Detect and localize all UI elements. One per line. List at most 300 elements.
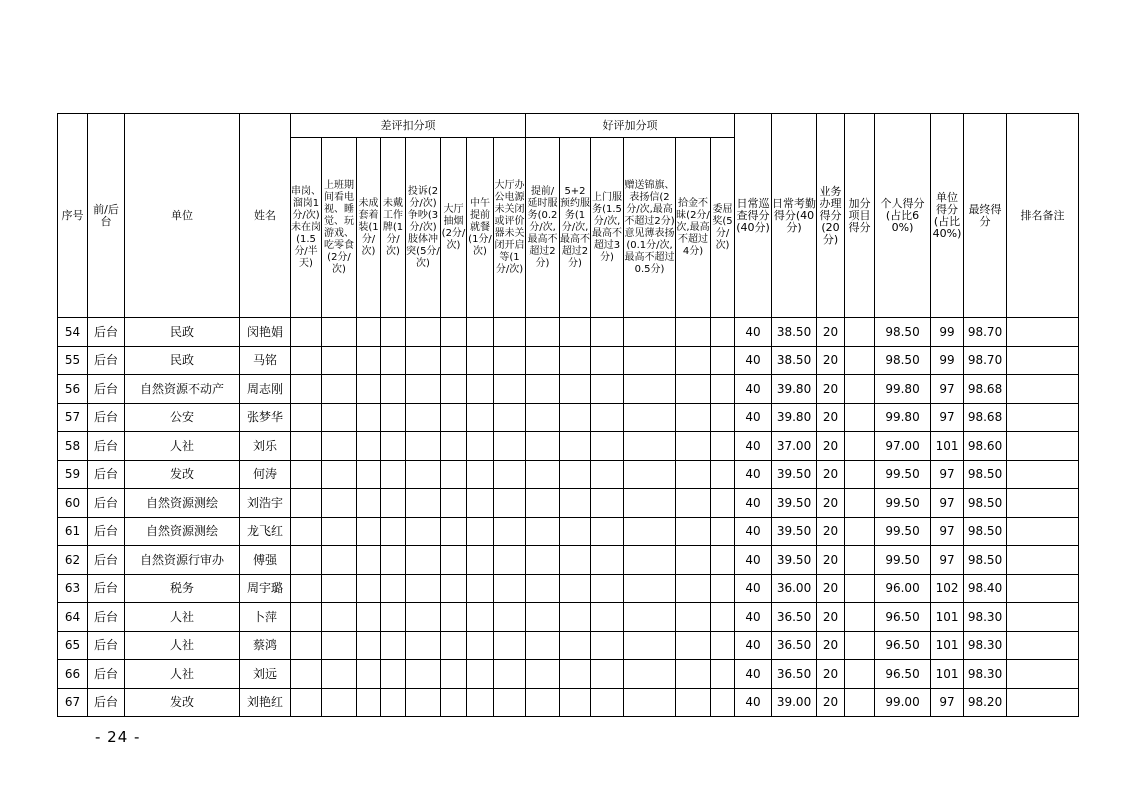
empty-cell <box>467 375 494 404</box>
empty-cell <box>676 688 711 717</box>
cell-post: 后台 <box>88 603 125 632</box>
cell-unit: 发改 <box>125 688 240 717</box>
cell-personal: 99.00 <box>875 688 931 717</box>
empty-cell <box>526 574 560 603</box>
table-row <box>58 318 1079 347</box>
empty-cell <box>441 546 467 575</box>
empty-cell <box>322 318 357 347</box>
empty-cell <box>560 432 591 461</box>
empty-cell <box>845 375 875 404</box>
empty-cell <box>467 688 494 717</box>
empty-cell <box>591 660 624 689</box>
cell-attend: 39.00 <box>772 688 817 717</box>
col-post-header: 前/后台 <box>88 114 125 318</box>
cell-final: 98.50 <box>964 489 1007 518</box>
cell-attend: 36.50 <box>772 631 817 660</box>
empty-cell <box>291 603 322 632</box>
empty-cell <box>406 688 441 717</box>
cell-unit-score: 102 <box>931 574 964 603</box>
cell-name: 刘浩宇 <box>240 489 291 518</box>
empty-cell <box>711 460 735 489</box>
empty-cell <box>441 489 467 518</box>
empty-cell <box>845 631 875 660</box>
cell-index: 66 <box>58 660 88 689</box>
empty-cell <box>711 631 735 660</box>
empty-cell <box>845 546 875 575</box>
empty-cell <box>441 375 467 404</box>
empty-cell <box>624 517 676 546</box>
cell-business: 20 <box>817 660 845 689</box>
empty-cell <box>291 432 322 461</box>
empty-cell <box>676 574 711 603</box>
empty-cell <box>441 432 467 461</box>
cell-inspect: 40 <box>735 403 772 432</box>
col-index-header: 序号 <box>58 114 88 318</box>
empty-cell <box>676 517 711 546</box>
empty-cell <box>560 546 591 575</box>
cell-attend: 39.50 <box>772 460 817 489</box>
empty-cell <box>441 460 467 489</box>
cell-name: 蔡鸿 <box>240 631 291 660</box>
empty-cell <box>381 460 406 489</box>
empty-cell <box>624 403 676 432</box>
empty-cell <box>291 631 322 660</box>
pos-item-header: 提前/延时服务(0.2分/次,最高不超过2分) <box>526 138 560 318</box>
cell-name: 刘艳红 <box>240 688 291 717</box>
cell-final: 98.60 <box>964 432 1007 461</box>
cell-attend: 38.50 <box>772 346 817 375</box>
cell-unit-score: 97 <box>931 546 964 575</box>
col-business-header: 业务办理得分(20分) <box>817 114 845 318</box>
cell-business: 20 <box>817 603 845 632</box>
cell-inspect: 40 <box>735 489 772 518</box>
table-row <box>58 603 1079 632</box>
empty-cell <box>441 660 467 689</box>
col-inspect-header: 日常巡查得分(40分) <box>735 114 772 318</box>
empty-cell <box>624 375 676 404</box>
cell-business: 20 <box>817 432 845 461</box>
empty-cell <box>494 432 526 461</box>
cell-personal: 97.00 <box>875 432 931 461</box>
empty-cell <box>845 318 875 347</box>
empty-cell <box>467 631 494 660</box>
empty-cell <box>357 432 381 461</box>
score-table <box>57 113 1079 717</box>
cell-index: 60 <box>58 489 88 518</box>
cell-attend: 37.00 <box>772 432 817 461</box>
cell-final: 98.30 <box>964 660 1007 689</box>
empty-cell <box>494 688 526 717</box>
cell-inspect: 40 <box>735 574 772 603</box>
cell-unit: 自然资源行审办 <box>125 546 240 575</box>
empty-cell <box>357 660 381 689</box>
empty-cell <box>494 603 526 632</box>
empty-cell <box>357 489 381 518</box>
empty-cell <box>381 346 406 375</box>
empty-cell <box>676 432 711 461</box>
empty-cell <box>1007 688 1079 717</box>
empty-cell <box>467 546 494 575</box>
cell-personal: 96.50 <box>875 631 931 660</box>
empty-cell <box>357 460 381 489</box>
col-personal-header: 个人得分(占比60%) <box>875 114 931 318</box>
empty-cell <box>845 346 875 375</box>
empty-cell <box>381 688 406 717</box>
empty-cell <box>441 346 467 375</box>
empty-cell <box>845 489 875 518</box>
pos-item-header: 上门服务(1.5分/次,最高不超过3分) <box>591 138 624 318</box>
empty-cell <box>624 346 676 375</box>
cell-business: 20 <box>817 403 845 432</box>
empty-cell <box>560 318 591 347</box>
cell-index: 55 <box>58 346 88 375</box>
empty-cell <box>526 489 560 518</box>
cell-unit: 民政 <box>125 346 240 375</box>
empty-cell <box>624 460 676 489</box>
empty-cell <box>591 403 624 432</box>
empty-cell <box>676 660 711 689</box>
empty-cell <box>560 660 591 689</box>
pos-item-header: 拾金不昧(2分/次,最高不超过4分) <box>676 138 711 318</box>
empty-cell <box>591 375 624 404</box>
empty-cell <box>711 318 735 347</box>
empty-cell <box>406 574 441 603</box>
empty-cell <box>406 631 441 660</box>
empty-cell <box>322 631 357 660</box>
empty-cell <box>406 660 441 689</box>
empty-cell <box>291 688 322 717</box>
empty-cell <box>494 375 526 404</box>
cell-unit-score: 97 <box>931 517 964 546</box>
cell-attend: 38.50 <box>772 318 817 347</box>
pos-item-header: 5+2预约服务(1分/次,最高不超过2分) <box>560 138 591 318</box>
table-row <box>58 375 1079 404</box>
empty-cell <box>526 403 560 432</box>
empty-cell <box>711 403 735 432</box>
cell-name: 傅强 <box>240 546 291 575</box>
empty-cell <box>467 660 494 689</box>
col-unit-score-header: 单位得分(占比40%) <box>931 114 964 318</box>
empty-cell <box>591 318 624 347</box>
cell-unit: 人社 <box>125 631 240 660</box>
empty-cell <box>494 660 526 689</box>
neg-item-header: 投诉(2分/次)争吵(3分/次)肢体冲突(5分/次) <box>406 138 441 318</box>
cell-business: 20 <box>817 375 845 404</box>
empty-cell <box>526 546 560 575</box>
empty-cell <box>494 546 526 575</box>
empty-cell <box>381 603 406 632</box>
empty-cell <box>1007 403 1079 432</box>
cell-attend: 39.50 <box>772 517 817 546</box>
empty-cell <box>591 574 624 603</box>
cell-index: 62 <box>58 546 88 575</box>
cell-index: 61 <box>58 517 88 546</box>
cell-post: 后台 <box>88 546 125 575</box>
empty-cell <box>526 517 560 546</box>
cell-post: 后台 <box>88 574 125 603</box>
empty-cell <box>494 318 526 347</box>
cell-name: 刘远 <box>240 660 291 689</box>
cell-index: 58 <box>58 432 88 461</box>
empty-cell <box>406 603 441 632</box>
empty-cell <box>624 631 676 660</box>
cell-final: 98.30 <box>964 603 1007 632</box>
cell-business: 20 <box>817 318 845 347</box>
cell-personal: 96.50 <box>875 660 931 689</box>
cell-index: 64 <box>58 603 88 632</box>
col-bonus-header: 加分项目得分 <box>845 114 875 318</box>
empty-cell <box>624 546 676 575</box>
empty-cell <box>1007 660 1079 689</box>
empty-cell <box>291 660 322 689</box>
cell-unit: 公安 <box>125 403 240 432</box>
empty-cell <box>591 460 624 489</box>
empty-cell <box>526 346 560 375</box>
col-final-header: 最终得分 <box>964 114 1007 318</box>
cell-personal: 99.50 <box>875 546 931 575</box>
empty-cell <box>1007 318 1079 347</box>
cell-unit: 人社 <box>125 603 240 632</box>
empty-cell <box>467 517 494 546</box>
empty-cell <box>291 375 322 404</box>
empty-cell <box>1007 574 1079 603</box>
cell-name: 龙飞红 <box>240 517 291 546</box>
empty-cell <box>322 688 357 717</box>
cell-unit-score: 101 <box>931 631 964 660</box>
empty-cell <box>560 631 591 660</box>
empty-cell <box>406 375 441 404</box>
empty-cell <box>441 603 467 632</box>
neg-item-header: 未戴工作牌(1分/次) <box>381 138 406 318</box>
empty-cell <box>526 432 560 461</box>
cell-post: 后台 <box>88 346 125 375</box>
empty-cell <box>526 631 560 660</box>
cell-business: 20 <box>817 517 845 546</box>
empty-cell <box>711 574 735 603</box>
cell-unit-score: 97 <box>931 403 964 432</box>
empty-cell <box>591 489 624 518</box>
empty-cell <box>291 546 322 575</box>
empty-cell <box>291 460 322 489</box>
empty-cell <box>560 346 591 375</box>
table-row <box>58 346 1079 375</box>
table-row <box>58 489 1079 518</box>
empty-cell <box>624 660 676 689</box>
empty-cell <box>526 688 560 717</box>
empty-cell <box>845 660 875 689</box>
cell-final: 98.68 <box>964 403 1007 432</box>
table-row <box>58 660 1079 689</box>
empty-cell <box>441 574 467 603</box>
cell-post: 后台 <box>88 489 125 518</box>
cell-post: 后台 <box>88 631 125 660</box>
empty-cell <box>526 460 560 489</box>
empty-cell <box>711 346 735 375</box>
cell-unit: 发改 <box>125 460 240 489</box>
empty-cell <box>291 318 322 347</box>
neg-item-header: 串岗、溜岗1分/次)未在岗(1.5分/半天) <box>291 138 322 318</box>
cell-index: 57 <box>58 403 88 432</box>
empty-cell <box>591 546 624 575</box>
empty-cell <box>357 631 381 660</box>
empty-cell <box>494 489 526 518</box>
empty-cell <box>322 574 357 603</box>
cell-name: 周志刚 <box>240 375 291 404</box>
cell-attend: 39.80 <box>772 403 817 432</box>
empty-cell <box>1007 489 1079 518</box>
empty-cell <box>845 517 875 546</box>
cell-unit: 人社 <box>125 432 240 461</box>
empty-cell <box>591 603 624 632</box>
cell-post: 后台 <box>88 432 125 461</box>
empty-cell <box>381 375 406 404</box>
empty-cell <box>526 660 560 689</box>
empty-cell <box>845 460 875 489</box>
empty-cell <box>322 660 357 689</box>
cell-final: 98.70 <box>964 318 1007 347</box>
empty-cell <box>560 489 591 518</box>
cell-unit: 自然资源测绘 <box>125 517 240 546</box>
cell-inspect: 40 <box>735 546 772 575</box>
empty-cell <box>711 432 735 461</box>
empty-cell <box>591 432 624 461</box>
empty-cell <box>381 631 406 660</box>
empty-cell <box>291 574 322 603</box>
cell-unit-score: 99 <box>931 318 964 347</box>
cell-business: 20 <box>817 460 845 489</box>
cell-unit: 税务 <box>125 574 240 603</box>
cell-name: 刘乐 <box>240 432 291 461</box>
empty-cell <box>381 546 406 575</box>
cell-business: 20 <box>817 631 845 660</box>
empty-cell <box>357 574 381 603</box>
empty-cell <box>560 574 591 603</box>
cell-inspect: 40 <box>735 603 772 632</box>
empty-cell <box>322 460 357 489</box>
empty-cell <box>291 517 322 546</box>
empty-cell <box>494 346 526 375</box>
empty-cell <box>357 375 381 404</box>
page-number: - 24 - <box>95 728 141 746</box>
empty-cell <box>322 375 357 404</box>
empty-cell <box>357 403 381 432</box>
empty-cell <box>467 346 494 375</box>
cell-unit-score: 97 <box>931 375 964 404</box>
empty-cell <box>676 460 711 489</box>
empty-cell <box>526 603 560 632</box>
empty-cell <box>322 346 357 375</box>
empty-cell <box>624 318 676 347</box>
cell-unit: 自然资源不动产 <box>125 375 240 404</box>
cell-inspect: 40 <box>735 460 772 489</box>
cell-unit-score: 99 <box>931 346 964 375</box>
table-body <box>58 318 1079 717</box>
empty-cell <box>494 460 526 489</box>
cell-personal: 96.00 <box>875 574 931 603</box>
cell-inspect: 40 <box>735 631 772 660</box>
cell-attend: 36.50 <box>772 603 817 632</box>
table-row <box>58 517 1079 546</box>
empty-cell <box>676 546 711 575</box>
cell-business: 20 <box>817 574 845 603</box>
cell-final: 98.20 <box>964 688 1007 717</box>
empty-cell <box>711 688 735 717</box>
empty-cell <box>845 688 875 717</box>
empty-cell <box>357 603 381 632</box>
empty-cell <box>711 517 735 546</box>
empty-cell <box>1007 432 1079 461</box>
table-row <box>58 574 1079 603</box>
empty-cell <box>467 574 494 603</box>
cell-attend: 36.50 <box>772 660 817 689</box>
empty-cell <box>1007 603 1079 632</box>
empty-cell <box>591 688 624 717</box>
cell-personal: 98.50 <box>875 318 931 347</box>
cell-name: 卜萍 <box>240 603 291 632</box>
neg-item-header: 未成套着装(1分/次) <box>357 138 381 318</box>
cell-personal: 96.50 <box>875 603 931 632</box>
cell-name: 张梦华 <box>240 403 291 432</box>
empty-cell <box>711 603 735 632</box>
empty-cell <box>381 574 406 603</box>
cell-business: 20 <box>817 688 845 717</box>
cell-personal: 99.80 <box>875 375 931 404</box>
cell-personal: 99.50 <box>875 460 931 489</box>
cell-post: 后台 <box>88 460 125 489</box>
empty-cell <box>441 517 467 546</box>
col-unit-header: 单位 <box>125 114 240 318</box>
cell-post: 后台 <box>88 403 125 432</box>
empty-cell <box>441 403 467 432</box>
cell-final: 98.40 <box>964 574 1007 603</box>
empty-cell <box>676 346 711 375</box>
empty-cell <box>494 574 526 603</box>
table-row <box>58 546 1079 575</box>
cell-index: 67 <box>58 688 88 717</box>
empty-cell <box>441 318 467 347</box>
cell-inspect: 40 <box>735 432 772 461</box>
empty-cell <box>624 603 676 632</box>
cell-business: 20 <box>817 489 845 518</box>
empty-cell <box>526 318 560 347</box>
neg-group-header: 差评扣分项 <box>291 114 526 138</box>
cell-final: 98.50 <box>964 517 1007 546</box>
empty-cell <box>291 346 322 375</box>
empty-cell <box>676 489 711 518</box>
empty-cell <box>406 489 441 518</box>
empty-cell <box>845 403 875 432</box>
table-row <box>58 631 1079 660</box>
cell-unit-score: 97 <box>931 489 964 518</box>
pos-group-header: 好评加分项 <box>526 114 735 138</box>
cell-personal: 99.80 <box>875 403 931 432</box>
cell-final: 98.70 <box>964 346 1007 375</box>
empty-cell <box>1007 546 1079 575</box>
empty-cell <box>467 460 494 489</box>
empty-cell <box>406 403 441 432</box>
cell-post: 后台 <box>88 660 125 689</box>
cell-unit: 自然资源测绘 <box>125 489 240 518</box>
empty-cell <box>494 517 526 546</box>
cell-final: 98.68 <box>964 375 1007 404</box>
empty-cell <box>676 318 711 347</box>
empty-cell <box>406 346 441 375</box>
table-row <box>58 432 1079 461</box>
empty-cell <box>441 631 467 660</box>
empty-cell <box>845 603 875 632</box>
empty-cell <box>357 318 381 347</box>
empty-cell <box>441 688 467 717</box>
